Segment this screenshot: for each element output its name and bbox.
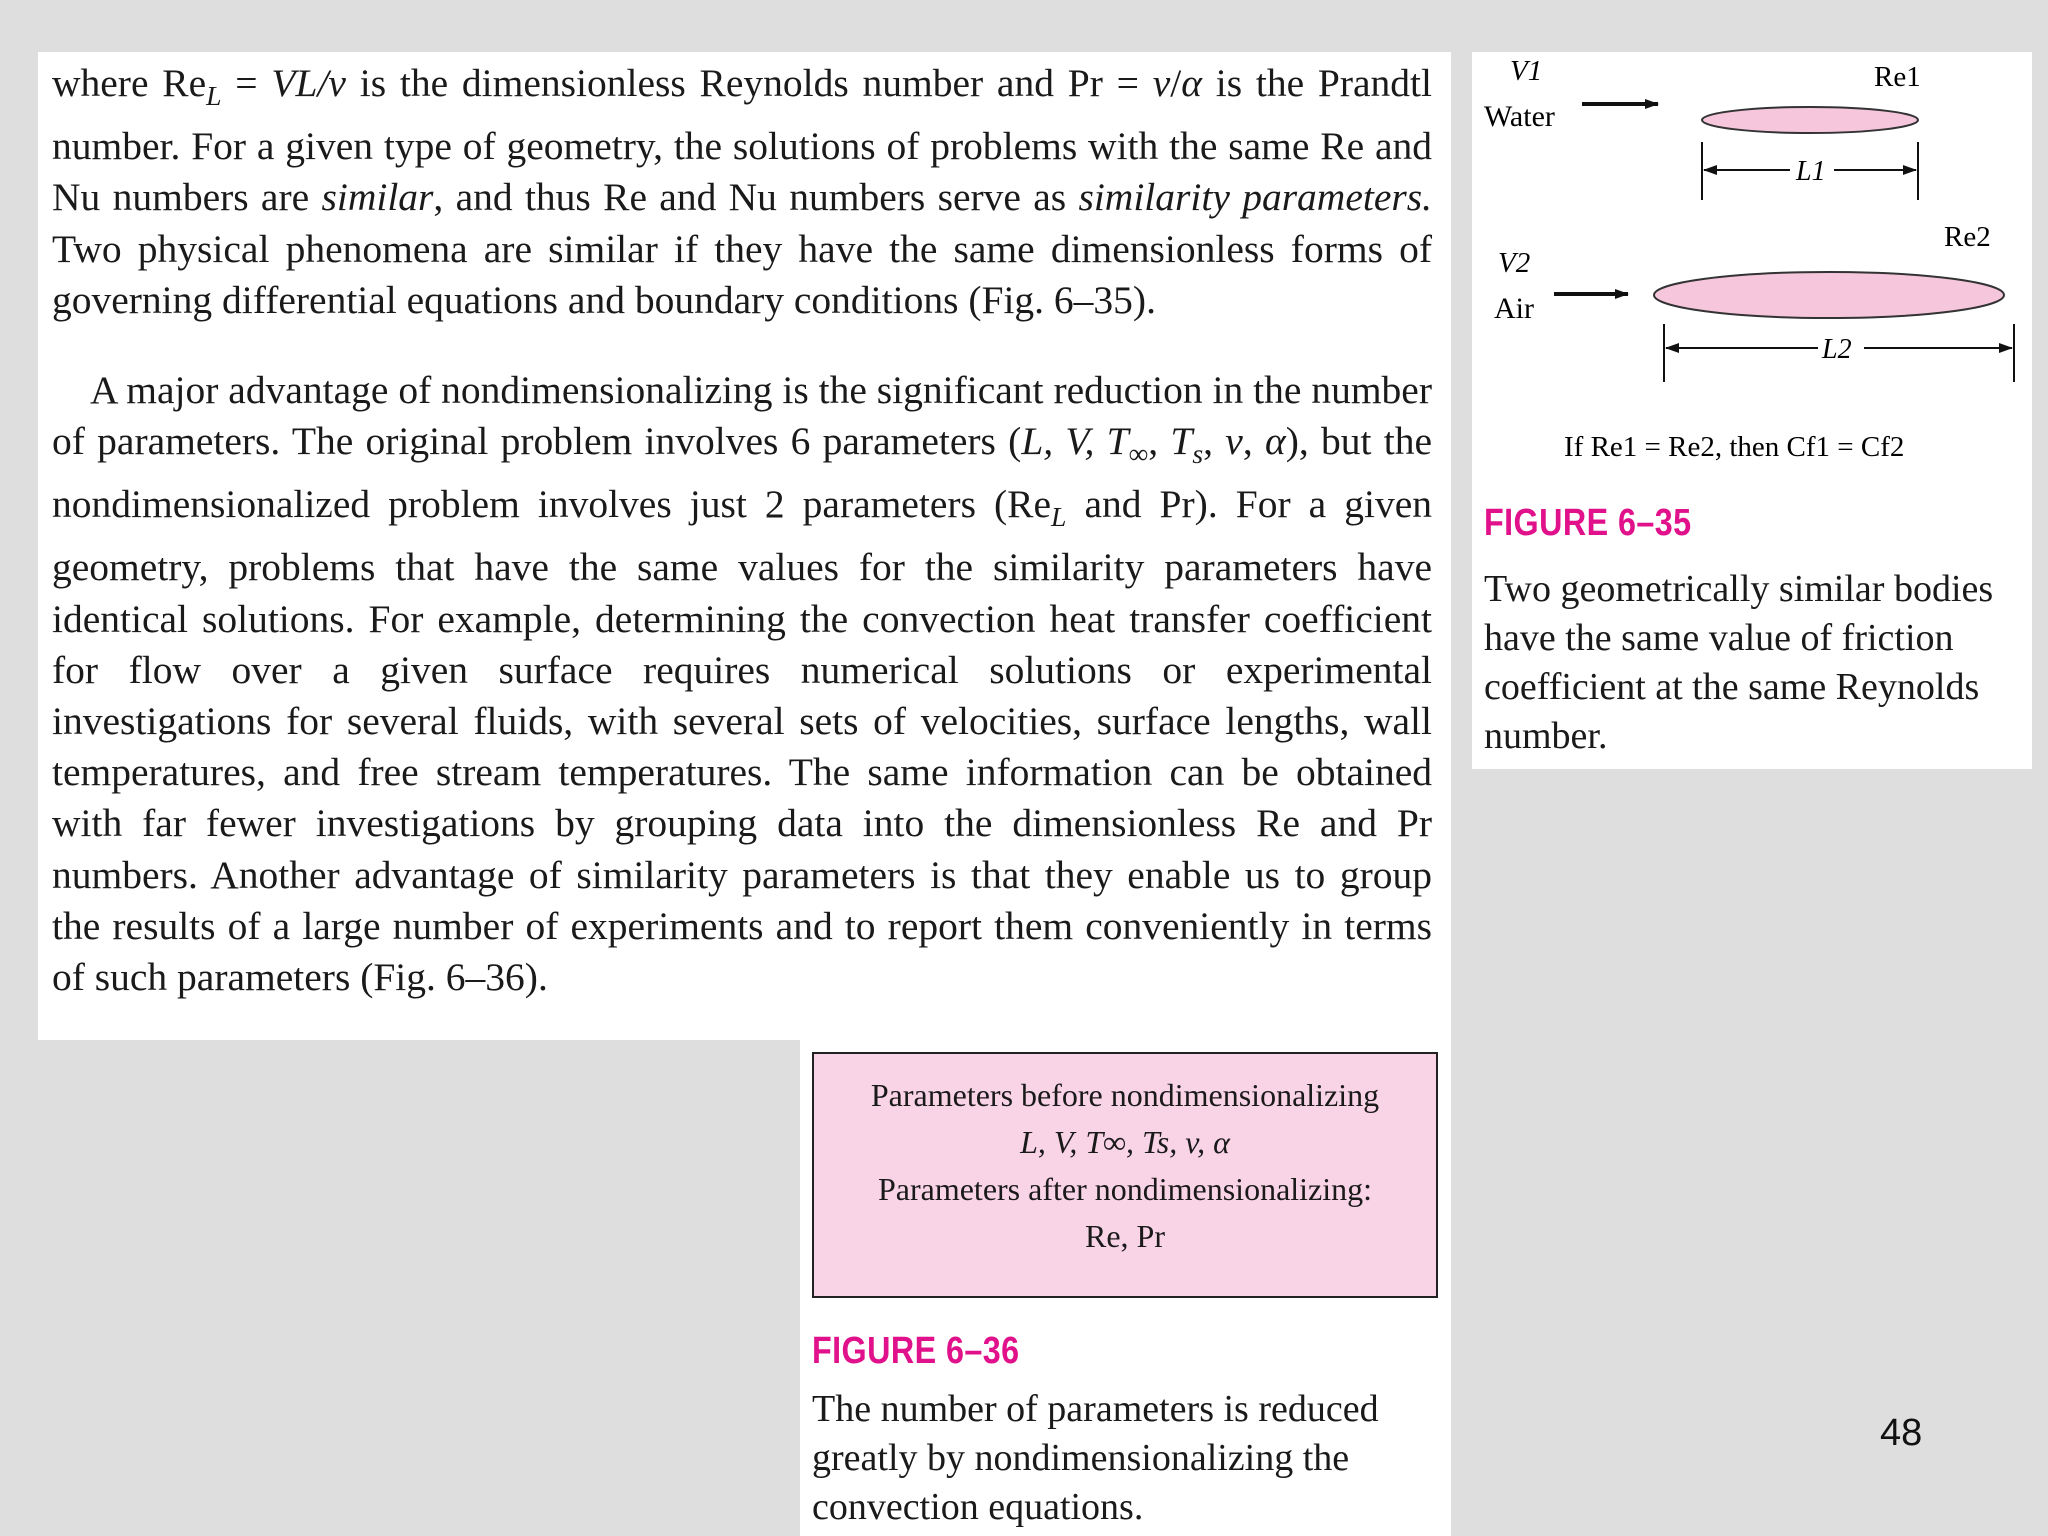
before-label: Parameters before nondimensionalizing [870, 1077, 1380, 1113]
before-params: L, V, T∞, Ts, v, α [1020, 1124, 1230, 1160]
figure-6-35-label: FIGURE 6–35 [1484, 502, 1692, 544]
v2-label: V2 [1498, 247, 1531, 279]
main-text-panel [38, 52, 1451, 1040]
l1-label: L1 [1796, 156, 1826, 187]
paragraph-2-text: A major advantage of nondimensionalizing is the significant reduction in the number of parameters. The original problem involves 6 parameters (L, V, $T_\infty$, $T_s$, v, α), but the nondimensionalized problem involves just 2 parameters ($Re_L$ and Pr). For a given geometry, problems that have the same values for the similarity parameters have identical solutions. For example, determining the convection heat transfer coefficient for flow over a given surface requires numerical solutions or experimental investigations for several fluids, with several sets of velocities, surface lengths, wall temperatures, and free stream temperatures. The same information can be obtained with far fewer investigations by grouping data into the dimensionless Re and Pr numbers. Another advantage of similarity parameters is that they enable us to group the results of a large number of experiments and to report them conveniently in terms of such parameters (Fig. 6–36). [52, 368, 1433, 1000]
body-2-ellipse [1654, 272, 2004, 318]
body-1-ellipse [1702, 107, 1918, 133]
water-label: Water [1484, 100, 1555, 133]
l2-label: L2 [1822, 334, 1852, 365]
air-label: Air [1494, 292, 1534, 325]
figure-6-35-caption: Two geometrically similar bodies have the same value of friction coefficient at the same Reynolds number. [1484, 568, 1994, 757]
v1-label: V1 [1510, 55, 1543, 87]
after-params: Re, Pr [1085, 1218, 1165, 1254]
page-number: 48 [1880, 1412, 1923, 1454]
paragraph-1-text: where $Re_L = VL/v$ is the dimensionless Reynolds number and Pr = v/α is the Prandtl number. For a given type of geometry, the solutions of problems with the same Re and Nu numbers are similar, and thus Re and Nu numbers serve as similarity parameters. Two physical phenomena are similar if they have the same dimensionless forms of governing differential equations and boundary conditions (Fig. 6–35). [52, 61, 1432, 322]
figure-6-36-panel [800, 1040, 1451, 1536]
paragraph-2 [52, 365, 1432, 1003]
after-label: Parameters after nondimensionalizing: [877, 1171, 1373, 1207]
figure-6-36-label: FIGURE 6–36 [812, 1330, 1020, 1372]
figure-6-36-caption: The number of parameters is reduced greatly by nondimensionalizing the convection equations. [812, 1388, 1379, 1528]
condition-text: If Re1 = Re2, then Cf1 = Cf2 [1564, 431, 1905, 463]
similar-bodies-diagram [1472, 52, 2032, 512]
re2-label: Re2 [1944, 221, 1991, 253]
paragraph-1 [52, 58, 1432, 326]
figure-6-35-panel [1472, 52, 2032, 769]
re1-label: Re1 [1874, 61, 1921, 93]
parameters-box [812, 1052, 1438, 1298]
